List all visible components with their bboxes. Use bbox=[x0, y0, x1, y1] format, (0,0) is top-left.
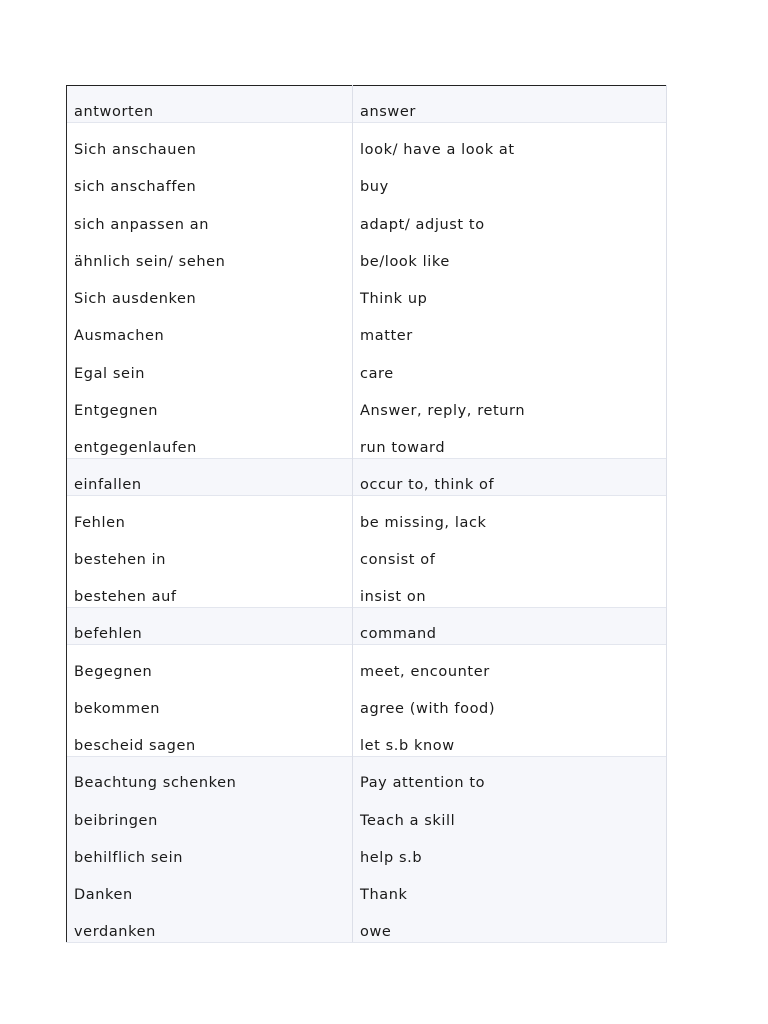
english-translation: Teach a skill bbox=[353, 793, 667, 830]
table-row bbox=[67, 570, 667, 607]
english-translation: owe bbox=[353, 905, 667, 942]
german-term: Fehlen bbox=[67, 495, 353, 532]
english-translation: command bbox=[353, 607, 667, 644]
table-row bbox=[67, 384, 667, 421]
english-translation: run toward bbox=[353, 421, 667, 458]
english-translation: insist on bbox=[353, 570, 667, 607]
english-translation: let s.b know bbox=[353, 719, 667, 756]
table-row bbox=[67, 868, 667, 905]
table-row bbox=[67, 719, 667, 756]
german-term: ähnlich sein/ sehen bbox=[67, 235, 353, 272]
english-translation: look/ have a look at bbox=[353, 123, 667, 160]
table-row bbox=[67, 421, 667, 458]
vocabulary-table bbox=[66, 85, 667, 943]
english-translation: care bbox=[353, 346, 667, 383]
english-translation: Answer, reply, return bbox=[353, 384, 667, 421]
table-row bbox=[67, 160, 667, 197]
german-term: befehlen bbox=[67, 607, 353, 644]
german-term: einfallen bbox=[67, 458, 353, 495]
english-translation: buy bbox=[353, 160, 667, 197]
table-row bbox=[67, 793, 667, 830]
table-row bbox=[67, 123, 667, 160]
german-term: beibringen bbox=[67, 793, 353, 830]
german-term: sich anschaffen bbox=[67, 160, 353, 197]
german-term: Egal sein bbox=[67, 346, 353, 383]
german-term: behilflich sein bbox=[67, 831, 353, 868]
german-term: bescheid sagen bbox=[67, 719, 353, 756]
table-row bbox=[67, 197, 667, 234]
table-row bbox=[67, 235, 667, 272]
german-term: Begegnen bbox=[67, 644, 353, 681]
table-row bbox=[67, 346, 667, 383]
german-term: Ausmachen bbox=[67, 309, 353, 346]
german-term: Entgegnen bbox=[67, 384, 353, 421]
english-translation: Thank bbox=[353, 868, 667, 905]
table-row bbox=[67, 272, 667, 309]
german-term: Beachtung schenken bbox=[67, 756, 353, 793]
table-row bbox=[67, 756, 667, 793]
german-term: sich anpassen an bbox=[67, 197, 353, 234]
table-row bbox=[67, 831, 667, 868]
english-translation: adapt/ adjust to bbox=[353, 197, 667, 234]
english-translation: be missing, lack bbox=[353, 495, 667, 532]
table-row bbox=[67, 905, 667, 942]
table-row bbox=[67, 458, 667, 495]
table-row bbox=[67, 607, 667, 644]
german-term: bestehen in bbox=[67, 533, 353, 570]
german-term: Danken bbox=[67, 868, 353, 905]
english-translation: help s.b bbox=[353, 831, 667, 868]
german-term: verdanken bbox=[67, 905, 353, 942]
table-row bbox=[67, 644, 667, 681]
english-translation: Think up bbox=[353, 272, 667, 309]
english-translation: matter bbox=[353, 309, 667, 346]
german-term: entgegenlaufen bbox=[67, 421, 353, 458]
english-translation: agree (with food) bbox=[353, 682, 667, 719]
english-translation: occur to, think of bbox=[353, 458, 667, 495]
table-row bbox=[67, 533, 667, 570]
english-translation: be/look like bbox=[353, 235, 667, 272]
german-term: bestehen auf bbox=[67, 570, 353, 607]
english-translation: consist of bbox=[353, 533, 667, 570]
table-row bbox=[67, 309, 667, 346]
table-row bbox=[67, 682, 667, 719]
german-term: antworten bbox=[67, 86, 353, 123]
table-row bbox=[67, 86, 667, 123]
german-term: Sich anschauen bbox=[67, 123, 353, 160]
english-translation: meet, encounter bbox=[353, 644, 667, 681]
english-translation: answer bbox=[353, 86, 667, 123]
english-translation: Pay attention to bbox=[353, 756, 667, 793]
german-term: bekommen bbox=[67, 682, 353, 719]
table-row bbox=[67, 495, 667, 532]
german-term: Sich ausdenken bbox=[67, 272, 353, 309]
